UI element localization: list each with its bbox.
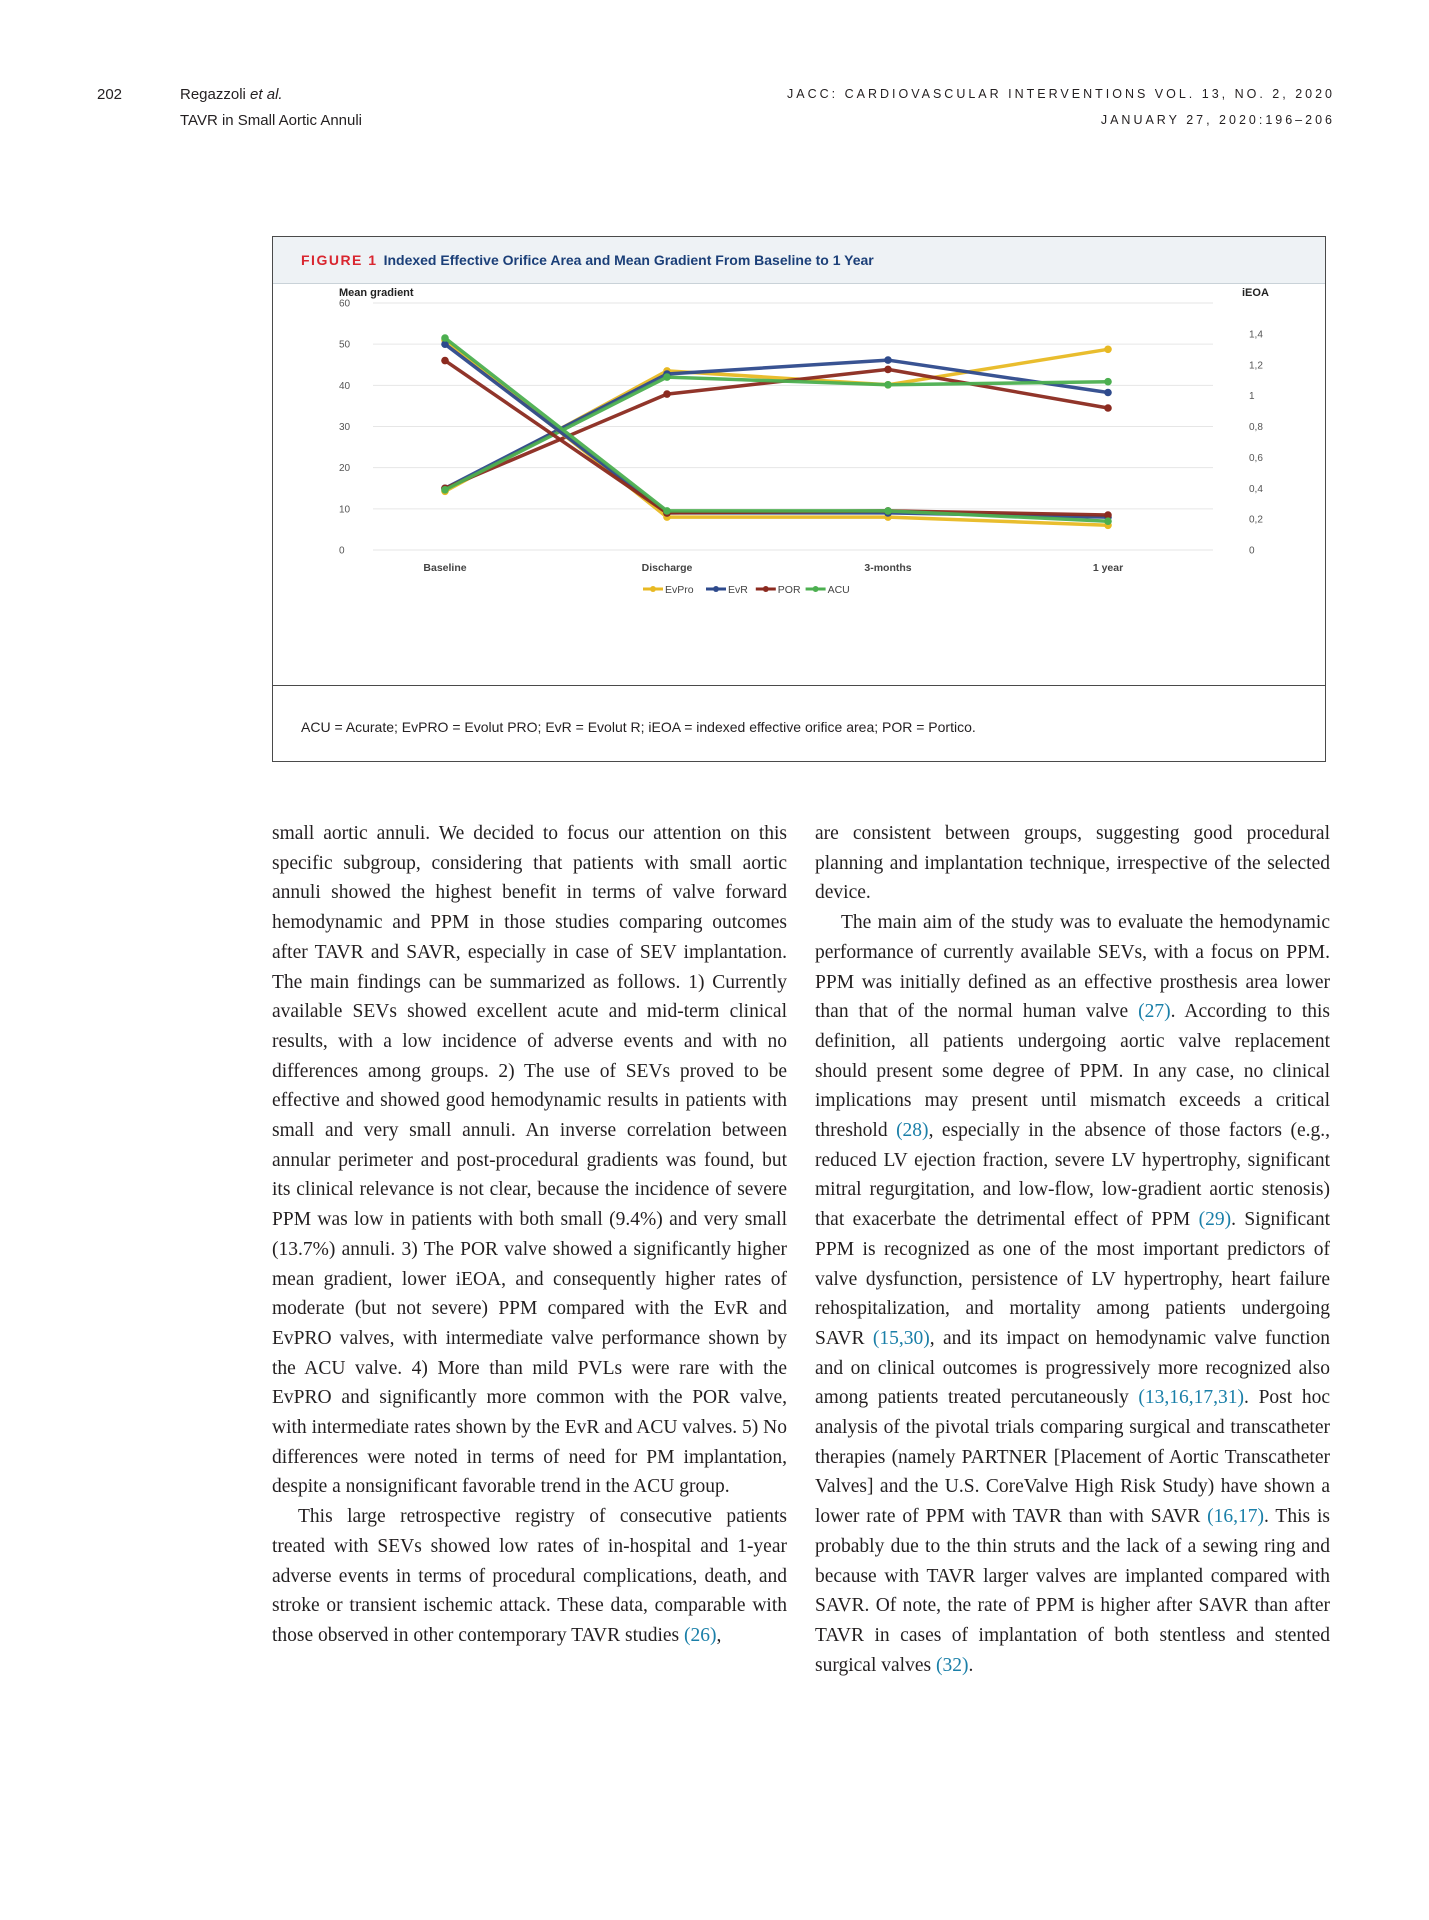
figure-caption: ACU = Acurate; EvPRO = Evolut PRO; EvR = Evolut R; iEOA = indexed effective orifice area; POR = Portico.	[301, 719, 976, 735]
paragraph	[272, 819, 787, 1502]
figure-label: FIGURE 1	[301, 252, 378, 268]
citation-link[interactable]: (27)	[1138, 1001, 1171, 1023]
authors-etal: et al.	[250, 86, 283, 103]
y-right-tick-label: 0	[1249, 545, 1255, 557]
citation-link[interactable]: (16,17)	[1207, 1506, 1264, 1528]
figure-header	[273, 237, 1325, 284]
data-point-gradient-por	[441, 357, 449, 365]
citation-link[interactable]: (13,16,17,31)	[1138, 1387, 1245, 1409]
data-point-ieoa-por	[884, 366, 892, 374]
x-category-label: Baseline	[423, 562, 467, 574]
citation-link[interactable]: (26)	[684, 1624, 717, 1646]
x-category-label: 1 year	[1092, 562, 1124, 574]
y-right-axis-title: iEOA	[1242, 287, 1269, 299]
figure-title	[301, 252, 874, 268]
paragraph-text: The main aim of the study was to evaluate the hemodynamic performance of currently available SEVs, with a focus on PPM. PPM was initially defined as an effective prosthesis area lower than that of the normal human valve	[815, 912, 1330, 1023]
data-point-ieoa-evpro	[1104, 346, 1112, 354]
paragraph-text: , especially in the absence of those factors (e.g., reduced LV ejection fraction, severe LV hypertrophy, significant mitral regurgitation, and low-flow, low-gradient aortic stenosis) that exacerbate the detrimental effect of PPM	[815, 1120, 1330, 1231]
paragraph	[815, 819, 1330, 908]
y-left-tick-label: 30	[339, 422, 351, 433]
legend-marker	[713, 586, 719, 592]
y-right-tick-label: 0,2	[1249, 514, 1263, 526]
paragraph-text: . This is probably due to the thin struts and the lack of a sewing ring and because with TAVR larger valves are implanted compared with SAVR. Of note, the rate of PPM is higher after SAVR than after TAVR in cases of implantation of both stentless and stented surgical valves	[815, 1506, 1330, 1676]
y-left-tick-label: 40	[339, 380, 351, 392]
figure-1	[272, 236, 1326, 762]
data-point-ieoa-evr	[1104, 389, 1112, 397]
chart-area	[273, 283, 1325, 686]
y-left-tick-label: 0	[339, 545, 345, 557]
paragraph	[272, 1502, 787, 1651]
data-point-ieoa-acu	[441, 486, 449, 494]
legend-marker	[650, 586, 656, 592]
citation-link[interactable]: (28)	[896, 1120, 929, 1142]
y-right-tick-label: 0,8	[1249, 422, 1263, 433]
page-number: 202	[97, 86, 123, 103]
legend-label: ACU	[827, 584, 850, 596]
y-right-tick-label: 1,4	[1249, 329, 1263, 341]
y-right-tick-label: 1,2	[1249, 360, 1263, 372]
data-point-ieoa-por	[663, 390, 671, 398]
data-point-ieoa-por	[1104, 404, 1112, 412]
paragraph-text: are consistent between groups, suggesting good procedural planning and implantation technique, irrespective of the selected device.	[815, 823, 1330, 904]
data-point-gradient-acu	[441, 334, 449, 342]
y-left-tick-label: 60	[339, 298, 351, 310]
series-line-ieoa-acu	[445, 377, 1108, 490]
data-point-ieoa-acu	[663, 373, 671, 381]
y-left-axis-title: Mean gradient	[339, 287, 414, 299]
paragraph-text: . According to this definition, all patients undergoing aortic valve replacement should present some degree of PPM. In any case, no clinical implications may present until mismatch exceeds a critical threshold	[815, 1001, 1330, 1142]
data-point-ieoa-acu	[1104, 378, 1112, 386]
citation-link[interactable]: (29)	[1198, 1209, 1232, 1231]
mean-gradient-ieoa-chart	[273, 283, 1324, 685]
body-column-left	[272, 819, 787, 1651]
y-left-tick-label: 50	[339, 339, 351, 351]
y-left-tick-label: 10	[339, 504, 351, 516]
legend-label: POR	[777, 584, 801, 596]
data-point-gradient-acu	[663, 507, 671, 515]
running-short-title: TAVR in Small Aortic Annuli	[180, 112, 363, 129]
authors-name: Regazzoli	[180, 86, 251, 103]
legend-label: EvR	[728, 584, 748, 596]
data-point-gradient-acu	[1104, 517, 1112, 525]
figure-title-text: Indexed Effective Orifice Area and Mean Gradient From Baseline to 1 Year	[383, 252, 874, 268]
paragraph-text: small aortic annuli. We decided to focus our attention on this specific subgroup, considering that patients with small aortic annuli showed the highest benefit in terms of valve forward hemodynamic and PPM in those studies comparing outcomes after TAVR and SAVR, especially in case of SEV implantation. The main findings can be summarized as follows. 1) Currently available SEVs showed excellent acute and mid-term clinical results, with a low incidence of adverse events and with no differences among groups. 2) The use of SEVs proved to be effective and showed good hemodynamic results in patients with small and very small annuli. An inverse correlation between annular perimeter and post-procedural gradients was found, but its clinical relevance is not clear, because the incidence of severe PPM was low in patients with both small (9.4%) and very small (13.7%) annuli. 3) The POR valve showed a significantly higher mean gradient, lower iEOA, and consequently higher rates of moderate (but not severe) PPM compared with the EvR and EvPRO valves, with intermediate valve performance shown by the ACU valve. 4) More than mild PVLs were rare with the EvPRO and significantly more common with the POR valve, with intermediate rates shown by the EvR and ACU valves. 5) No differences were noted in terms of need for PM implantation, despite a nonsignificant favorable trend in the ACU group.	[272, 823, 787, 1498]
paragraph-text: ,	[716, 1624, 722, 1646]
running-authors	[180, 86, 283, 103]
legend-marker	[763, 586, 769, 592]
body-column-right	[815, 819, 1330, 1680]
y-left-tick-label: 20	[339, 463, 351, 475]
y-right-tick-label: 0,6	[1249, 452, 1263, 464]
paragraph-text: . Post hoc analysis of the pivotal trials comparing surgical and transcatheter therapies (namely PARTNER [Placement of Aortic Transcatheter Valves] and the U.S. CoreValve High Risk Study) have shown a lower rate of PPM with TAVR than with SAVR	[815, 1387, 1330, 1528]
journal-name: JACC: CARDIOVASCULAR INTERVENTIONS VOL. 13, NO. 2, 2020	[787, 87, 1335, 101]
data-point-gradient-acu	[884, 507, 892, 515]
x-category-label: 3-months	[864, 562, 912, 574]
data-point-ieoa-evr	[884, 356, 892, 364]
paragraph-text: This large retrospective registry of consecutive patients treated with SEVs showed low rates of in-hospital and 1-year adverse events in terms of procedural complications, death, and stroke or transient ischemic attack. These data, comparable with those observed in other contemporary TAVR studies	[272, 1506, 787, 1646]
legend-marker	[813, 586, 819, 592]
legend-label: EvPro	[665, 584, 694, 596]
paragraph-text: .	[968, 1654, 974, 1676]
issue-date-pages: JANUARY 27, 2020:196–206	[1100, 113, 1335, 127]
paragraph	[815, 908, 1330, 1680]
paragraph-text: . Significant PPM is recognized as one of the most important predictors of valve dysfunction, persistence of LV hypertrophy, heart failure rehospitalization, and mortality among patients undergoing SAVR	[815, 1209, 1330, 1349]
data-point-ieoa-acu	[884, 381, 892, 389]
citation-link[interactable]: (15,30)	[872, 1327, 930, 1349]
y-right-tick-label: 0,4	[1249, 483, 1263, 495]
x-category-label: Discharge	[641, 562, 693, 574]
paragraph-text: , and its impact on hemodynamic valve function and on clinical outcomes is progressively more recognized also among patients treated percutaneously	[815, 1327, 1330, 1409]
y-right-tick-label: 1	[1249, 391, 1255, 403]
citation-link[interactable]: (32)	[935, 1654, 969, 1676]
